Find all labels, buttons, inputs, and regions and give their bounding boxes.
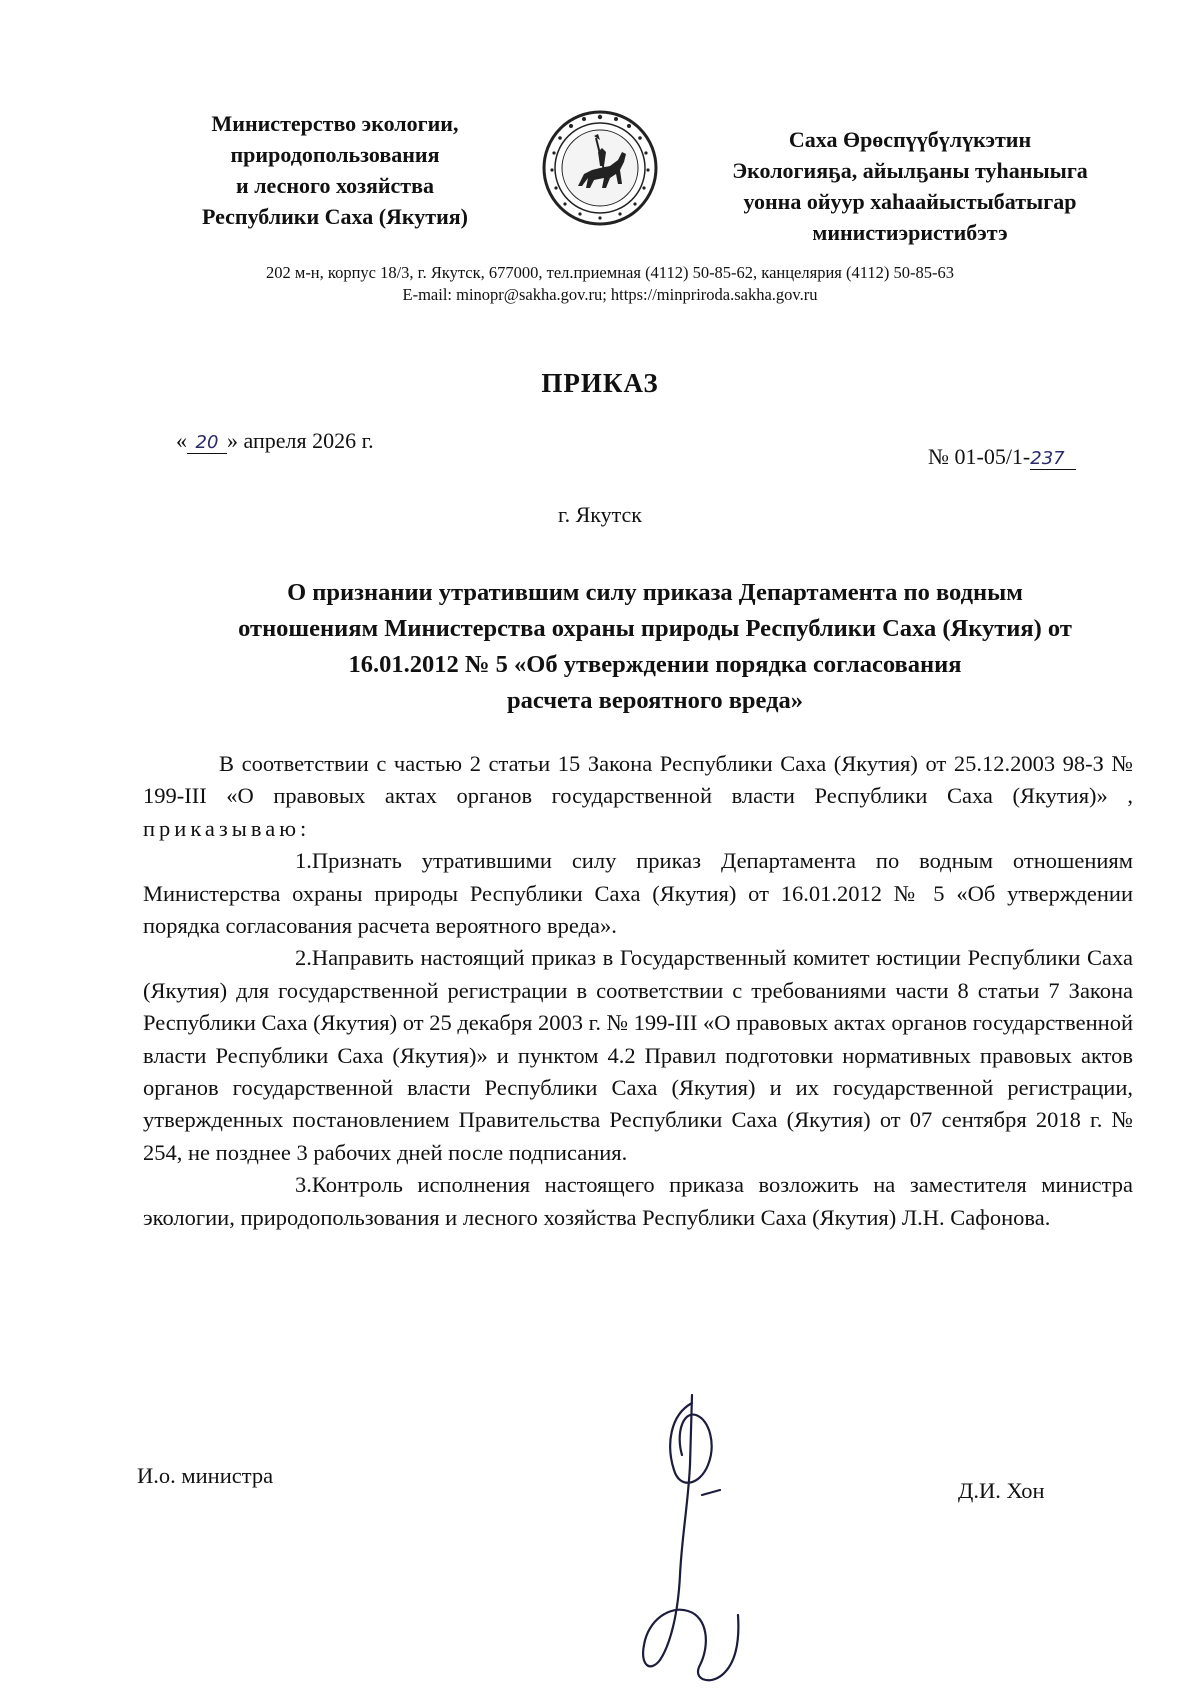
order-item-number: 1.	[295, 848, 312, 874]
order-subject	[190, 575, 1120, 719]
subject-line: 16.01.2012 № 5 «Об утверждении порядка согласования	[348, 651, 962, 678]
date-day-handwritten: 20	[187, 432, 227, 454]
signatory-position: И.о. министра	[137, 1463, 274, 1488]
signatory-name: Д.И. Хон	[958, 1478, 1045, 1503]
date-quote-open: «	[176, 428, 187, 453]
order-item	[143, 942, 1133, 1169]
city: г. Якутск	[558, 502, 642, 527]
order-item	[143, 1169, 1133, 1234]
contact-address: 202 м-н, корпус 18/3, г. Якутск, 677000, тел.приемная (4112) 50-85-62, канцелярия (4112) 50-85-63	[266, 263, 954, 282]
order-date	[176, 428, 374, 454]
order-item-text: Контроль исполнения настоящего приказа возложить на заместителя министра экологии, природопользования и лесного хозяйства Республики Саха (Якутия) Л.Н. Сафонова.	[143, 1172, 1133, 1230]
subject-line: расчета вероятного вреда»	[506, 687, 804, 714]
ministry-name-line: Саха Өрөспүүбүлүкэтин	[788, 127, 1032, 152]
order-body	[143, 748, 1133, 1234]
ministry-name-line: природопользования	[230, 142, 440, 167]
date-month-year: » апреля 2026 г.	[227, 428, 374, 453]
ministry-name-line: Министерство экологии,	[211, 111, 459, 136]
order-item	[143, 845, 1133, 942]
contact-email-web: E-mail: minopr@sakha.gov.ru; https://minpriroda.sakha.gov.ru	[402, 285, 818, 304]
ministry-name-yakut	[690, 124, 1130, 248]
order-item-text: Направить настоящий приказ в Государственный комитет юстиции Республики Саха (Якутия) для государственной регистрации в соответствии с требованиями части 8 статьи 7 Закона Республики Саха (Якутия) от 25 декабря 2003 г. № 199-III «О правовых актах органов государственной власти Республики Саха (Якутия)» и пунктом 4.2 Правил подготовки нормативных правовых актов органов государственной власти Республики Саха (Якутия) и их государственной регистрации, утвержденных постановлением Правительства Республики Саха (Якутия) от 07 сентября 2018 г. № 254, не позднее 3 рабочих дней после подписания.	[143, 945, 1133, 1165]
order-item-number: 3.	[295, 1172, 312, 1198]
contact-info	[150, 262, 1070, 306]
order-number-handwritten: 237	[1030, 448, 1076, 470]
order-number-prefix: № 01-05/1-	[928, 444, 1031, 469]
preamble-text: В соответствии с частью 2 статьи 15 Закона Республики Саха (Якутия) от 25.12.2003 98-З № 199-III «О правовых актах органов государственной власти Республики Саха (Якутия)» ,	[143, 751, 1133, 809]
ministry-name-line: и лесного хозяйства	[236, 173, 434, 198]
ministry-name-russian	[160, 108, 510, 232]
preamble-paragraph	[143, 748, 1133, 845]
order-item-number: 2.	[295, 945, 312, 971]
ministry-name-line: Республики Саха (Якутия)	[201, 204, 469, 229]
republic-sakha-coat-of-arms-icon	[540, 108, 660, 228]
preamble-order-word: приказываю:	[143, 815, 311, 841]
ministry-name-line: министиэристибэтэ	[812, 220, 1008, 245]
handwritten-signature	[630, 1375, 780, 1695]
document-title: ПРИКАЗ	[541, 368, 659, 398]
ministry-name-line: уонна ойуур хаһаайыстыбатыгар	[743, 189, 1077, 214]
ministry-name-line: Экологияҕа, айылҕаны туһаныыга	[732, 158, 1088, 183]
order-item-text: Признать утратившими силу приказ Департамента по водным отношениям Министерства охраны природы Республики Саха (Якутия) от 16.01.2012 № 5 «Об утверждении порядка согласования расчета вероятного вреда».	[143, 848, 1133, 939]
subject-line: отношениям Министерства охраны природы Республики Саха (Якутия) от	[238, 615, 1072, 642]
subject-line: О признании утратившим силу приказа Департамента по водным	[287, 579, 1023, 606]
order-number	[928, 444, 1076, 470]
